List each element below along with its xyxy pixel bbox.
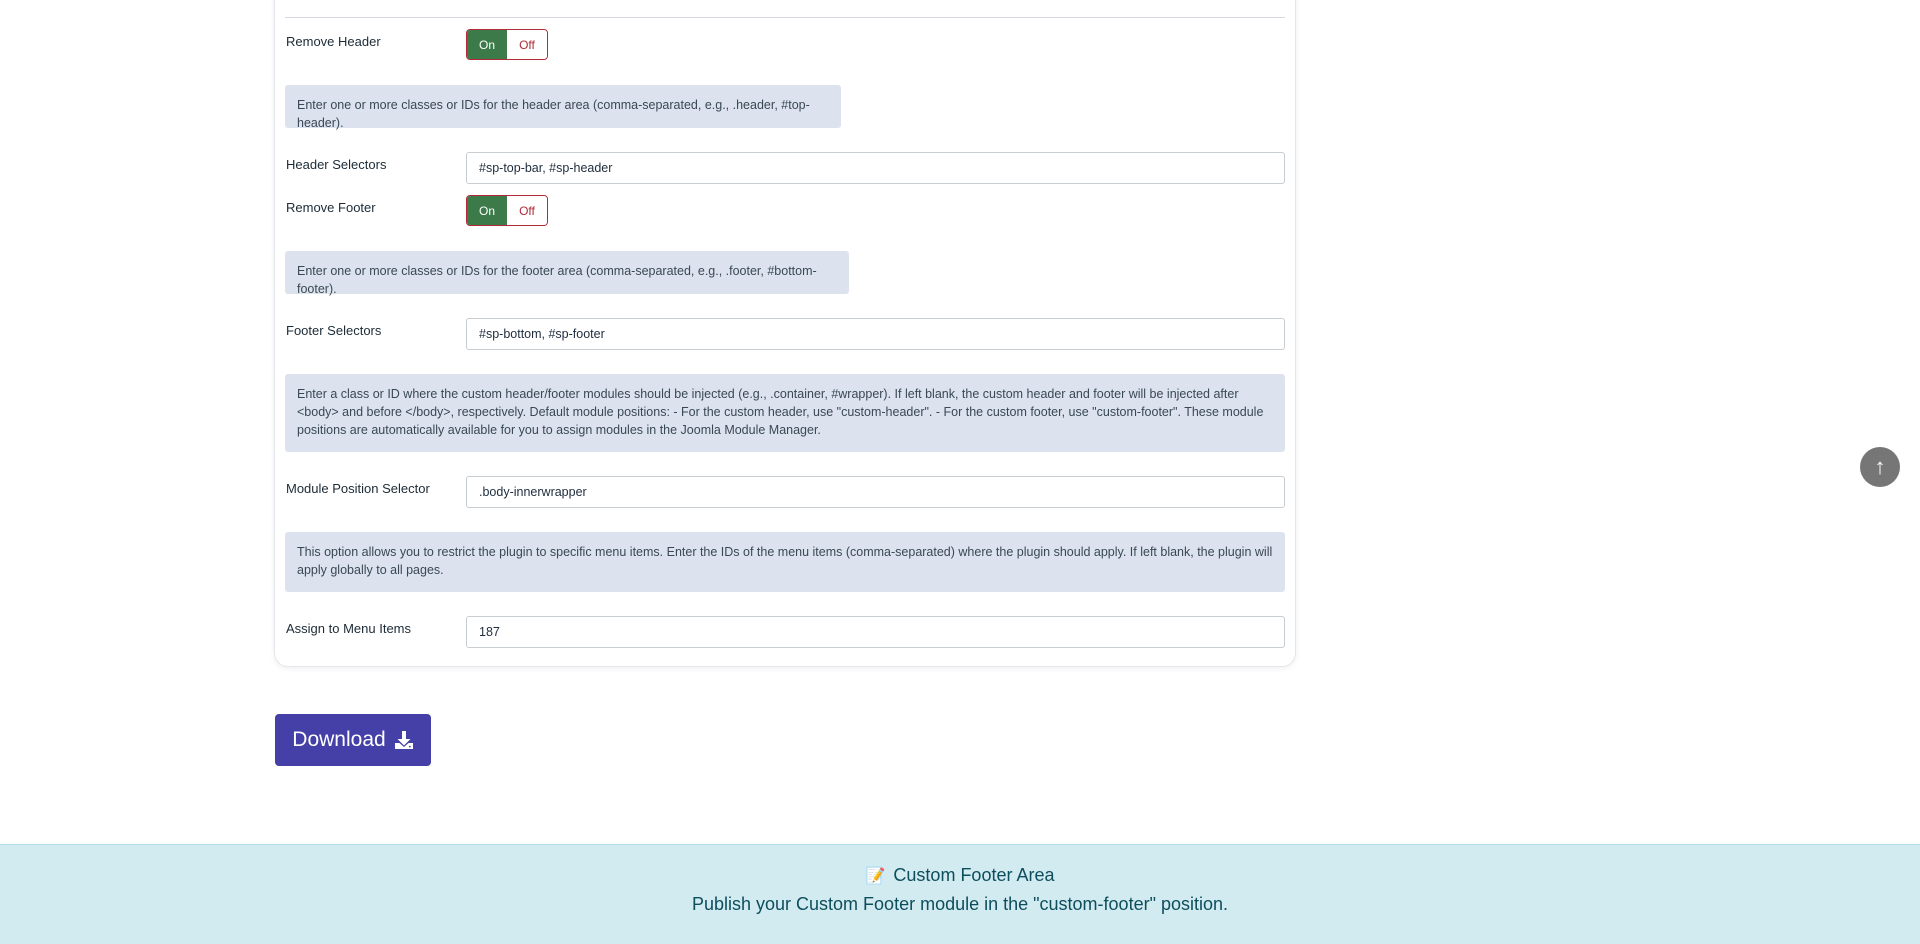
- header-selectors-label: Header Selectors: [286, 157, 387, 172]
- header-info-box: Enter one or more classes or IDs for the header area (comma-separated, e.g., .header, #top-header).: [285, 85, 841, 128]
- footer-info-box: Enter one or more classes or IDs for the footer area (comma-separated, e.g., .footer, #bottom-footer).: [285, 251, 849, 294]
- remove-header-toggle[interactable]: [466, 29, 548, 60]
- custom-footer-message: Publish your Custom Footer module in the "custom-footer" position.: [691, 894, 1229, 914]
- assign-menu-items-label: Assign to Menu Items: [286, 621, 411, 636]
- assign-menu-items-input[interactable]: [466, 616, 1285, 648]
- memo-icon: 📝: [865, 868, 886, 885]
- menu-items-info-box: This option allows you to restrict the plugin to specific menu items. Enter the IDs of the menu items (comma-separated) where the plugin should apply. If left blank, the plugin will apply globally to all pages.: [285, 532, 1285, 592]
- remove-header-on-button[interactable]: On: [467, 30, 507, 59]
- footer-selectors-input[interactable]: [466, 318, 1285, 350]
- scroll-to-top-button[interactable]: [1860, 447, 1900, 487]
- custom-footer-title-row: [0, 865, 1920, 886]
- arrow-up-icon: ↑: [1874, 454, 1886, 479]
- remove-header-off-button[interactable]: Off: [507, 30, 547, 59]
- section-divider: [285, 17, 1285, 18]
- custom-footer-area: [0, 844, 1920, 944]
- remove-footer-label: Remove Footer: [286, 200, 376, 215]
- module-position-selector-input[interactable]: [466, 476, 1285, 508]
- module-position-selector-label: Module Position Selector: [286, 481, 430, 496]
- footer-selectors-label: Footer Selectors: [286, 323, 382, 338]
- module-position-info-box: Enter a class or ID where the custom header/footer modules should be injected (e.g., .container, #wrapper). If left blank, the custom header and footer will be injected after <body> and before </body>, respectively. Default module positions: - For the custom header, use "custom-header". - For the custom footer, use "custom-footer". These module positions are automatically available for you to assign modules in the Joomla Module Manager.: [285, 374, 1285, 452]
- remove-footer-off-button[interactable]: Off: [507, 196, 547, 225]
- header-selectors-input[interactable]: [466, 152, 1285, 184]
- download-button-label: Download: [292, 728, 386, 751]
- remove-header-label: Remove Header: [286, 34, 381, 49]
- remove-footer-toggle[interactable]: [466, 195, 548, 226]
- download-button[interactable]: [275, 714, 431, 766]
- remove-footer-on-button[interactable]: On: [467, 196, 507, 225]
- custom-footer-title: Custom Footer Area: [893, 865, 1055, 885]
- download-icon: [394, 730, 414, 750]
